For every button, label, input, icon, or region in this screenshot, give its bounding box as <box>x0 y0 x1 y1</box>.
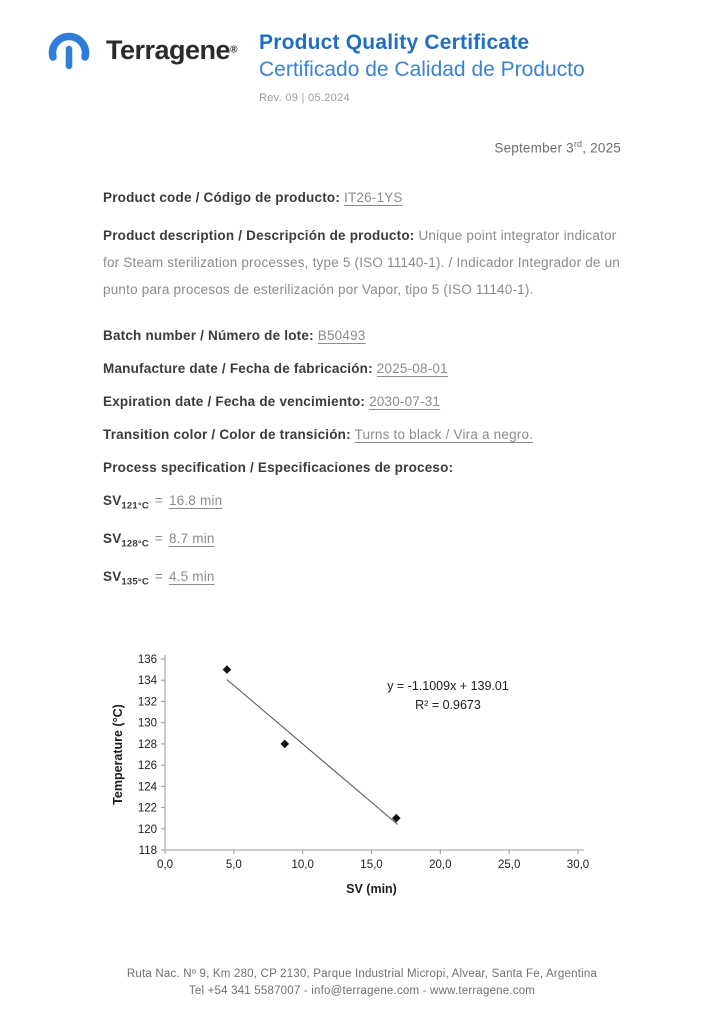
svg-text:0,0: 0,0 <box>157 859 173 871</box>
expiration-date-row <box>103 393 625 411</box>
batch-number-value: B50493 <box>317 328 366 343</box>
footer <box>0 966 724 1000</box>
transition-color-row <box>103 426 625 444</box>
product-code-row <box>103 189 625 207</box>
sv-135-value: 4.5 min <box>168 569 215 585</box>
product-description-value: Unique point integrator indicator for Steam sterilization processes, type 5 (ISO 11140-1). / Indicador Integrador de un punto para procesos de esterilización por Vapor, tipo 5 (ISO 11140-1). <box>103 228 621 297</box>
terragene-gauge-icon <box>45 28 93 72</box>
expiration-date-value: 2030-07-31 <box>369 394 441 409</box>
svg-text:128: 128 <box>137 738 157 751</box>
sv-135-equals: = <box>154 569 163 585</box>
date-day: September 3 <box>494 140 574 156</box>
sv-128-prefix: SV <box>103 531 122 547</box>
sv-128-value: 8.7 min <box>168 531 215 547</box>
sv-temperature-chart <box>106 644 618 902</box>
sv-121-row <box>103 492 625 516</box>
terragene-logo <box>45 28 237 72</box>
sv-121-subscript: 121°C <box>121 500 149 512</box>
sv-135-subscript: 135°C <box>121 577 149 589</box>
svg-text:15,0: 15,0 <box>360 859 383 871</box>
svg-text:120: 120 <box>137 823 157 836</box>
registered-mark: ® <box>230 44 238 56</box>
date-year: , 2025 <box>582 140 621 156</box>
sv-121-value: 16.8 min <box>168 493 223 508</box>
svg-text:136: 136 <box>137 654 157 666</box>
svg-text:122: 122 <box>137 802 157 815</box>
svg-text:Temperature (°C): Temperature (°C) <box>111 704 125 805</box>
product-code-value: IT26-1YS <box>344 190 403 205</box>
sv-128-subscript: 128°C <box>121 538 149 550</box>
product-description-row <box>103 222 625 303</box>
manufacture-date-value: 2025-08-01 <box>376 361 448 376</box>
sv-121-equals: = <box>154 493 163 508</box>
svg-text:134: 134 <box>137 675 157 688</box>
title-english: Product Quality Certificate <box>259 31 530 54</box>
expiration-date-label: Expiration date / Fecha de vencimiento: <box>103 394 366 409</box>
svg-text:126: 126 <box>137 760 157 773</box>
svg-text:30,0: 30,0 <box>566 859 590 871</box>
document-titles <box>259 30 585 104</box>
product-code-label: Product code / Código de producto: <box>103 190 341 205</box>
batch-number-row <box>103 327 625 345</box>
svg-text:y = -1.1009x + 139.01: y = -1.1009x + 139.01 <box>387 679 509 693</box>
footer-contact: Tel +54 341 5587007 - info@terragene.com - www.terragene.com <box>188 985 536 997</box>
svg-text:20,0: 20,0 <box>429 859 452 871</box>
transition-color-value: Turns to black / Vira a negro. <box>354 427 534 442</box>
svg-text:130: 130 <box>137 717 157 730</box>
sv-128-row <box>103 530 625 554</box>
sv-135-row <box>103 568 625 592</box>
svg-text:10,0: 10,0 <box>291 859 314 871</box>
brand-text: Terragene <box>106 34 231 65</box>
process-spec-row <box>103 459 625 477</box>
process-spec-label: Process specification / Especificaciones de proceso: <box>103 460 454 475</box>
svg-text:SV (min): SV (min) <box>346 882 397 896</box>
manufacture-date-row <box>103 360 625 378</box>
sv-121-prefix: SV <box>103 493 122 508</box>
footer-address: Ruta Nac. Nº 9, Km 280, CP 2130, Parque Industrial Micropi, Alvear, Santa Fe, Argentina <box>126 968 598 980</box>
svg-text:118: 118 <box>138 845 157 857</box>
document-date <box>494 139 621 156</box>
brand-name <box>106 35 237 66</box>
svg-text:R² = 0.9673: R² = 0.9673 <box>415 698 481 712</box>
svg-text:132: 132 <box>137 696 157 709</box>
title-spanish: Certificado de Calidad de Producto <box>259 58 585 81</box>
product-description-label: Product description / Descripción de producto: <box>103 228 415 243</box>
date-ordinal: rd <box>573 139 583 149</box>
sv-temperature-chart-svg <box>106 644 618 902</box>
manufacture-date-label: Manufacture date / Fecha de fabricación: <box>103 361 373 376</box>
svg-text:124: 124 <box>137 781 157 794</box>
svg-text:25,0: 25,0 <box>497 859 521 871</box>
batch-number-label: Batch number / Número de lote: <box>103 328 314 343</box>
sv-128-equals: = <box>154 531 163 547</box>
certificate-body <box>103 189 625 607</box>
svg-text:5,0: 5,0 <box>225 859 242 871</box>
revision-label: Rev. 09 | 05.2024 <box>259 92 350 104</box>
transition-color-label: Transition color / Color de transición: <box>103 427 351 442</box>
sv-135-prefix: SV <box>103 569 122 585</box>
